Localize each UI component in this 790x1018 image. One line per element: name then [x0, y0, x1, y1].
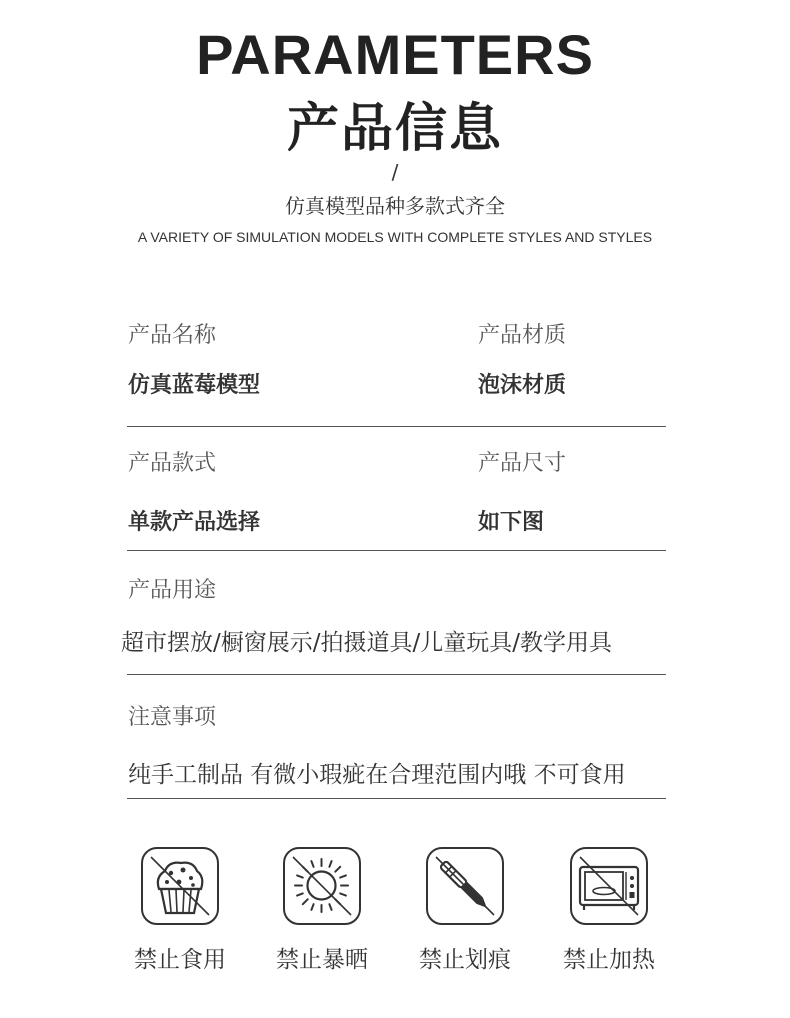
sun-icon: [285, 849, 358, 922]
notes-label: 注意事项: [128, 705, 217, 730]
subtitle-en: A VARIETY OF SIMULATION MODELS WITH COMPLETE STYLES AND STYLES: [137, 229, 653, 245]
product-name-value: 仿真蓝莓模型: [128, 373, 261, 398]
product-usage-label: 产品用途: [128, 578, 217, 603]
notes-value: 纯手工制品 有微小瑕疵在合理范围内哦 不可食用: [128, 762, 626, 788]
no-sun-badge: [283, 847, 361, 925]
subtitle-cn: 仿真模型品种多款式齐全: [285, 194, 505, 218]
muffin-icon: [143, 849, 216, 922]
no-heating-badge: [570, 847, 648, 925]
no-scratch-badge: [426, 847, 504, 925]
divider: [127, 550, 666, 551]
no-scratch-label: 禁止划痕: [419, 947, 511, 973]
no-eating-label: 禁止食用: [134, 947, 226, 973]
no-sun-label: 禁止暴晒: [276, 947, 368, 973]
product-material-value: 泡沫材质: [478, 373, 567, 398]
no-eating-badge: [141, 847, 219, 925]
page-title-en: PARAMETERS: [196, 23, 594, 86]
page-title-cn: 产品信息: [286, 99, 503, 159]
product-name-label: 产品名称: [128, 323, 217, 348]
knife-icon: [428, 849, 501, 922]
divider: [127, 426, 666, 427]
product-size-value: 如下图: [478, 510, 545, 535]
divider: [127, 674, 666, 675]
title-separator: /: [391, 160, 399, 184]
divider: [127, 798, 666, 799]
product-material-label: 产品材质: [478, 323, 567, 348]
product-style-value: 单款产品选择: [128, 510, 261, 535]
no-heating-label: 禁止加热: [563, 947, 655, 973]
product-style-label: 产品款式: [128, 451, 217, 476]
product-usage-value: 超市摆放/橱窗展示/拍摄道具/儿童玩具/教学用具: [121, 630, 612, 656]
product-size-label: 产品尺寸: [478, 451, 567, 476]
microwave-icon: [572, 849, 645, 922]
